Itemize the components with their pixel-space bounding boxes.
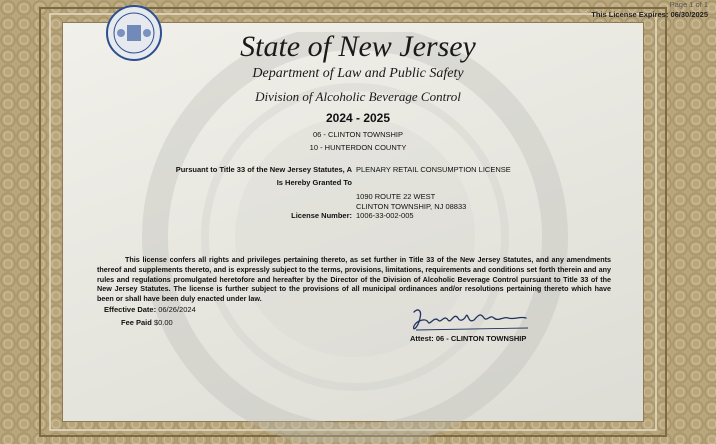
- county: 10 - HUNTERDON COUNTY: [309, 143, 407, 152]
- page-label: Page 1 of 1: [669, 0, 708, 9]
- page-header-info: [591, 0, 708, 20]
- department-name: Department of Law and Public Safety: [252, 66, 464, 81]
- address-line2: CLINTON TOWNSHIP, NJ 08833: [356, 202, 467, 211]
- fee-paid: [121, 318, 173, 327]
- expires-value: 06/30/2025: [670, 10, 708, 19]
- license-terms-paragraph: This license confers all rights and privileges pertaining thereto, as set further in Title 33 of the New Jersey Statutes, and any amendments thereof and supplements thereto, and is expressly subject to the terms, provisions, limitations, requirements and conditions set forth therein and any rules and regulations promulgated heretofore and hereafter by the Director of the Division of Alcoholic Beverage Control pursuant to Title 33 of the New Jersey Statutes. The license is further subject to the provisions of all municipal ordinances and/or resolutions pertaining thereto which have been or shall have been duly enacted under law.: [97, 255, 611, 304]
- address-line1: 1090 ROUTE 22 WEST: [356, 192, 436, 201]
- certificate-title: State of New Jersey: [240, 30, 476, 63]
- fee-label: Fee Paid: [121, 318, 152, 327]
- expiration-line: [591, 10, 708, 20]
- municipality: 06 - CLINTON TOWNSHIP: [312, 130, 404, 139]
- expires-label: This License Expires:: [591, 10, 669, 19]
- license-number: 1006-33-002-005: [356, 211, 414, 220]
- division-name: Division of Alcoholic Beverage Control: [255, 89, 461, 104]
- license-year: 2024 - 2025: [325, 111, 391, 125]
- license-type: PLENARY RETAIL CONSUMPTION LICENSE: [356, 165, 511, 174]
- attest-line: Attest: 06 - CLINTON TOWNSHIP: [410, 334, 527, 343]
- statute-label: Pursuant to Title 33 of the New Jersey Statutes, A: [175, 165, 352, 174]
- effective-date: [104, 305, 196, 314]
- fee-value: $0.00: [153, 318, 173, 327]
- granted-label: Is Hereby Granted To: [276, 178, 352, 187]
- effective-value: 06/26/2024: [158, 305, 196, 314]
- license-number-label: License Number:: [291, 211, 352, 220]
- signature-icon: [408, 306, 533, 336]
- effective-label: Effective Date:: [104, 305, 157, 314]
